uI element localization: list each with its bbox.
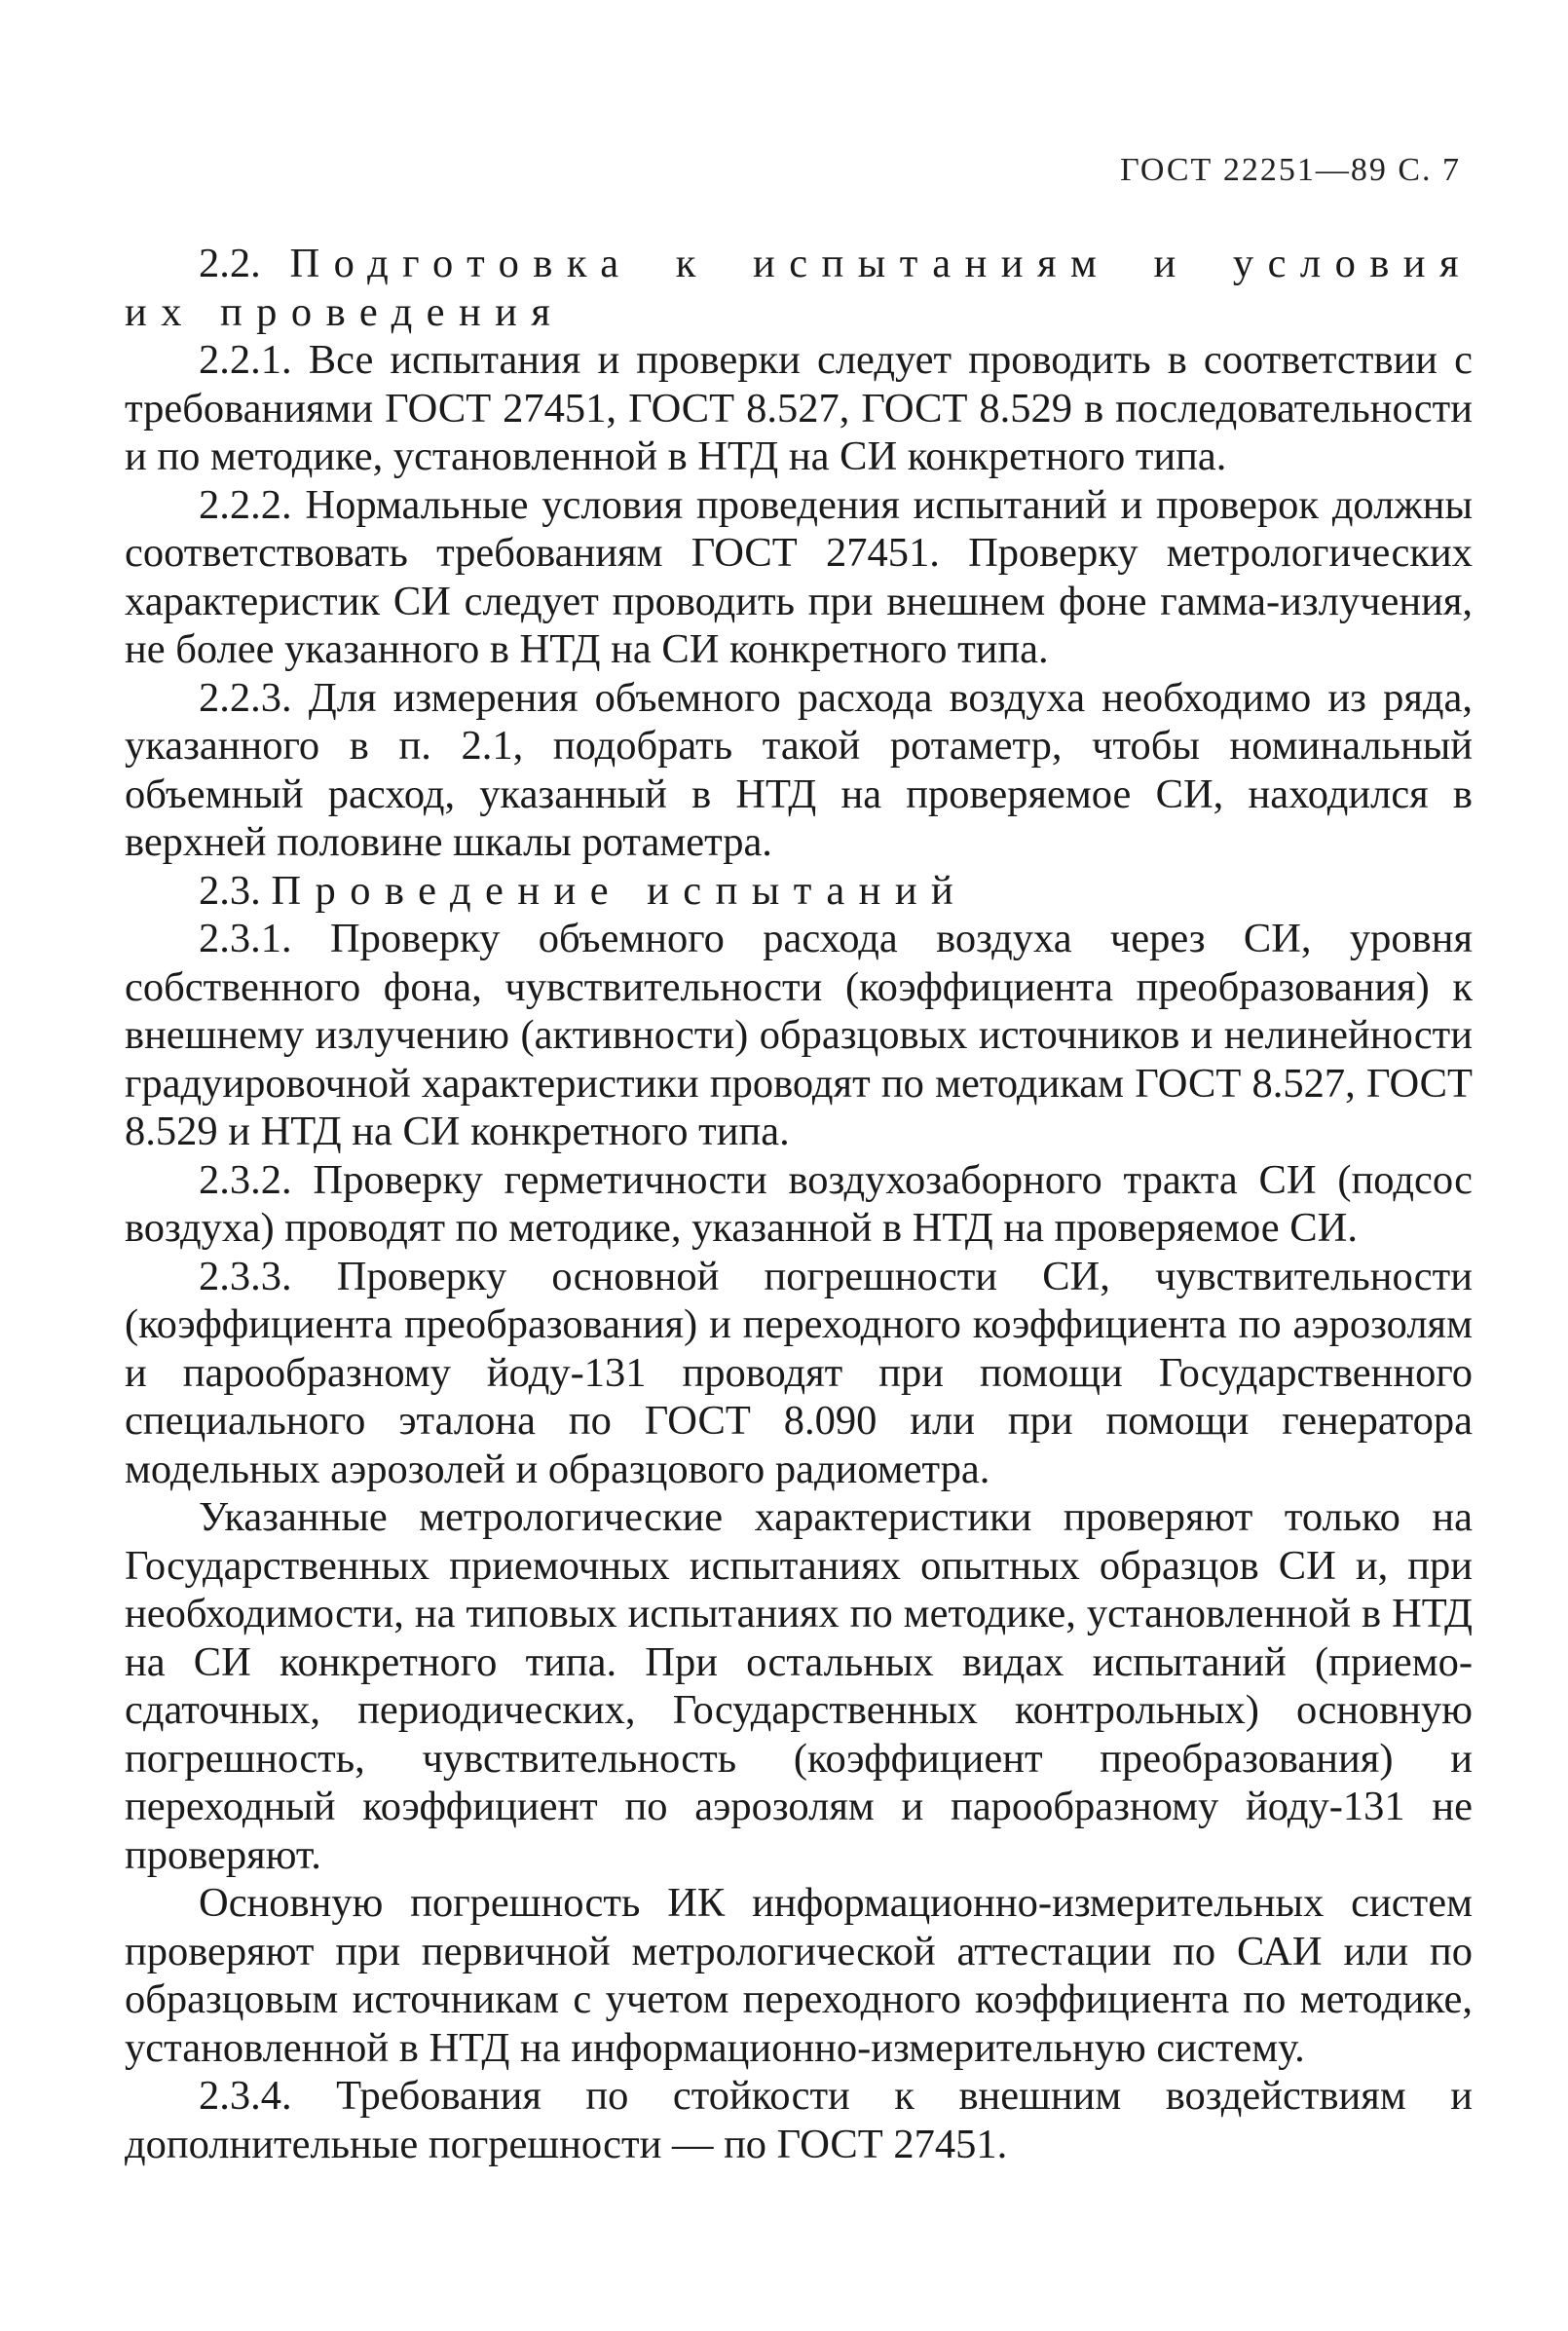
section-heading-2-2 <box>125 240 1473 336</box>
paragraph-2-3-1: 2.3.1. Проверку объемного расхода воздуха через СИ, уровня собственного фона, чувствительности (коэффициента преобразования) к внешнему излучению (активности) образцовых источников и нелинейности градуировочной характеристики проводят по методикам ГОСТ 8.527, ГОСТ 8.529 и НТД на СИ конкретного типа. <box>125 916 1473 1154</box>
paragraph-2-2-3: 2.2.3. Для измерения объемного расхода воздуха необходимо из ряда, указанного в п. 2.1, подобрать такой ротаметр, чтобы номинальный объемный расход, указанный в НТД на проверяемое СИ, находился в верхней половине шкалы ротаметра. <box>125 674 1473 865</box>
paragraph-2-3-2: 2.3.2. Проверку герметичности воздухозаборного тракта СИ (подсос воздуха) проводят по методике, указанной в НТД на проверяемое СИ. <box>125 1156 1473 1251</box>
section-heading-2-3 <box>125 867 1473 916</box>
section-title: Проведение испытаний <box>271 867 968 914</box>
section-number: 2.2. <box>199 241 261 286</box>
paragraph-note-2: Основную погрешность ИК информационно-измерительных систем проверяют при первичной метрологической аттестации по САИ или по образцовым источникам с учетом переходного коэффициента по методике, установленной в НТД на информационно-измерительную систему. <box>125 1880 1473 2071</box>
section-title: Подготовка к испытаниям и условия их проведения <box>125 241 1473 335</box>
running-header: ГОСТ 22251—89 С. 7 <box>1120 152 1461 188</box>
paragraph-2-3-3: 2.3.3. Проверку основной погрешности СИ, чувствительности (коэффициента преобразования) и переходного коэффициента по аэрозолям и парообразному йоду-131 проводят при помощи Государственного специального эталона по ГОСТ 8.090 или при помощи генератора модельных аэрозолей и образцового радиометра. <box>125 1253 1473 1492</box>
paragraph-2-2-1: 2.2.1. Все испытания и проверки следует проводить в соответствии с требованиями ГОСТ 27451, ГОСТ 8.527, ГОСТ 8.529 в последовательности и по методике, установленной в НТД на СИ конкретного типа. <box>125 337 1473 479</box>
paragraph-note-1: Указанные метрологические характеристики проверяют только на Государственных приемочных испытаниях опытных образцов СИ и, при необходимости, на типовых испытаниях по методике, установленной в НТД на СИ конкретного типа. При остальных видах испытаний (приемо-сдаточных, периодических, Государственных контрольных) основную погрешность, чувствительность (коэффициент преобразования) и переходный коэффициент по аэрозолям и парообразному йоду-131 не проверяют. <box>125 1494 1473 1878</box>
paragraph-2-2-2: 2.2.2. Нормальные условия проведения испытаний и проверок должны соответствовать требованиям ГОСТ 27451. Проверку метрологических характеристик СИ следует проводить при внешнем фоне гамма-излучения, не более указанного в НТД на СИ конкретного типа. <box>125 481 1473 672</box>
paragraph-2-3-4: 2.3.4. Требования по стойкости к внешним воздействиям и дополнительные погрешности — по ГОСТ 27451. <box>125 2073 1473 2167</box>
section-number: 2.3. <box>199 867 261 914</box>
document-body <box>125 240 1473 2168</box>
